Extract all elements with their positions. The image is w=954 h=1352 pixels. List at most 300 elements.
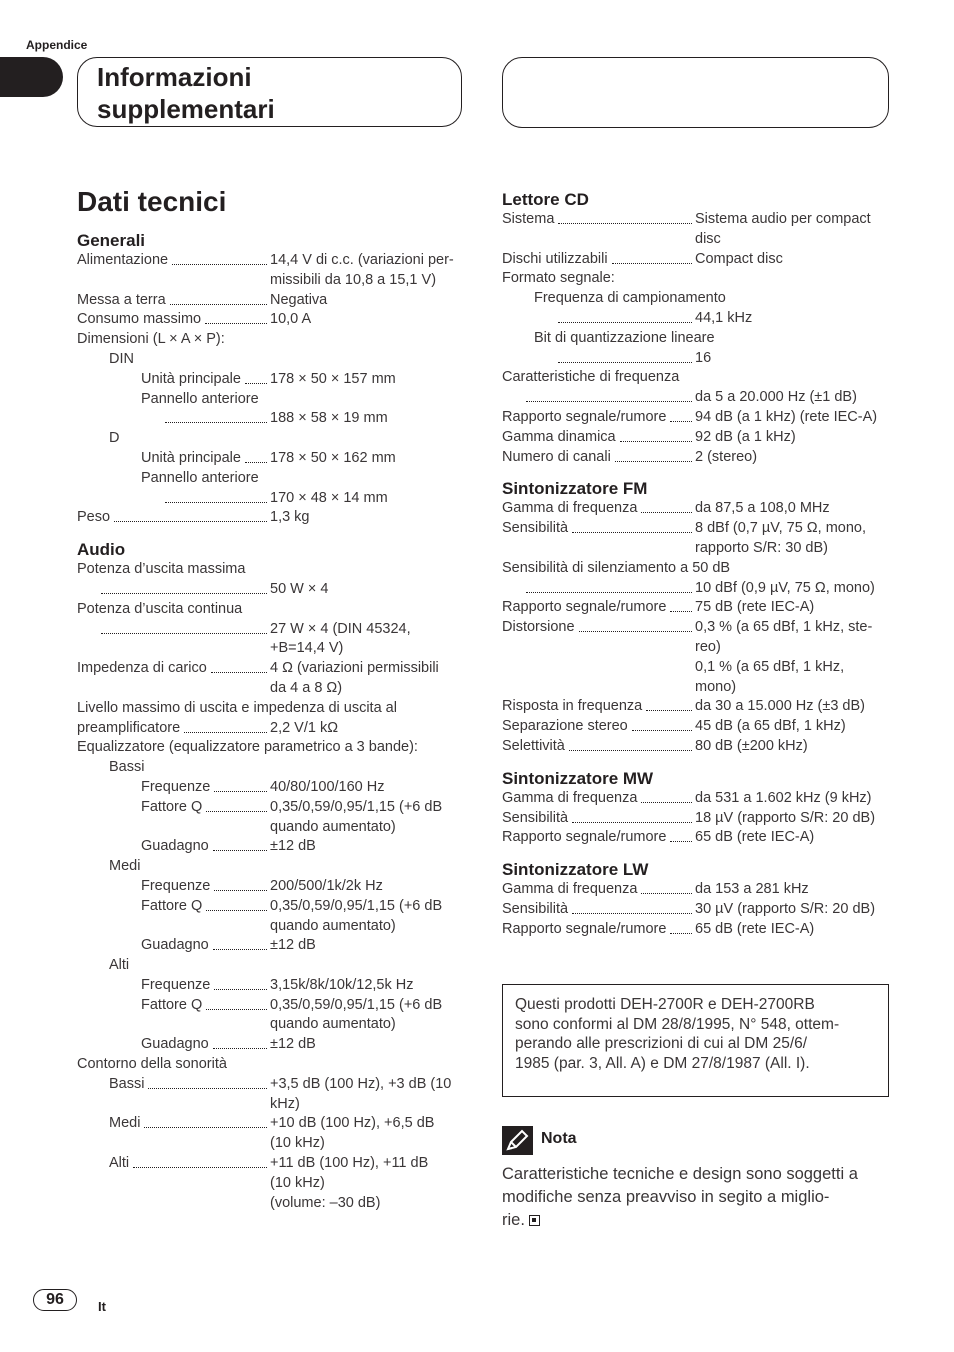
spec-label-text: Sistema: [502, 211, 555, 227]
note-text: [502, 1163, 892, 1232]
spec-label: [141, 936, 270, 956]
spec-row: [502, 697, 890, 717]
spec-value: [695, 809, 890, 829]
spec-value-line: (10 kHz): [270, 1135, 325, 1152]
compliance-notice: [502, 984, 889, 1097]
dot-leader: [558, 349, 692, 363]
spec-value-line: 0,35/0,59/0,95/1,15 (+6 dB: [270, 897, 443, 914]
spec-label: [502, 809, 695, 829]
dot-leader: [170, 291, 267, 305]
spec-value-line: 16: [695, 349, 712, 366]
dot-leader: [572, 519, 692, 533]
spec-value-line: rapporto S/R: 30 dB): [695, 539, 828, 556]
spec-value: [270, 659, 467, 699]
spec-label-text: Alimentazione: [77, 252, 169, 268]
spec-row: [77, 1075, 467, 1115]
spec-value: [695, 250, 890, 270]
page-number: 96: [33, 1289, 77, 1311]
spec-label: [522, 388, 695, 408]
spec-text: Alti: [109, 957, 130, 974]
spec-value-line: da 87,5 a 108,0 MHz: [695, 500, 830, 517]
spec-label: [554, 349, 695, 369]
spec-label: [97, 580, 270, 600]
spec-value-line: quando aumentato): [270, 917, 396, 934]
dot-leader: [214, 778, 267, 792]
spec-text: Formato segnale:: [502, 270, 615, 287]
spec-value-line: 65 dB (rete IEC-A): [695, 920, 815, 937]
spec-label: [161, 489, 270, 509]
spec-value-line: 200/500/1k/2k Hz: [270, 877, 383, 894]
spec-value: [695, 789, 890, 809]
spec-label: [502, 408, 695, 428]
spec-value: [695, 428, 890, 448]
spec-value-line: da 30 a 15.000 Hz (±3 dB): [695, 698, 865, 715]
notice-line: 1985 (par. 3, All. A) e DM 27/8/1987 (All. I).: [515, 1054, 810, 1072]
spec-row: [77, 390, 467, 410]
spec-label: [77, 291, 270, 311]
spec-value: [270, 449, 467, 469]
spec-row: [77, 699, 467, 719]
dot-leader: [569, 737, 692, 751]
dot-leader: [620, 428, 692, 442]
spec-label: [502, 428, 695, 448]
spec-label: [502, 519, 695, 559]
spec-value: [270, 1035, 467, 1055]
spec-section-title: Lettore CD: [502, 190, 589, 209]
spec-value: [695, 448, 890, 468]
spec-value-line: 75 dB (rete IEC-A): [695, 599, 815, 616]
spec-value: [695, 598, 890, 618]
spec-label: [141, 877, 270, 897]
note-line: [502, 1209, 892, 1232]
spec-value-line: 2 (stereo): [695, 448, 758, 465]
spec-value-line: 27 W × 4 (DIN 45324,: [270, 620, 411, 637]
spec-row: [502, 598, 890, 618]
spec-text: Contorno della sonorità: [77, 1056, 227, 1073]
spec-row: [502, 368, 890, 388]
spec-value: [270, 310, 467, 330]
spec-value-line: 0,35/0,59/0,95/1,15 (+6 dB: [270, 996, 443, 1013]
spec-row: [77, 897, 467, 937]
spec-value-line: 92 dB (a 1 kHz): [695, 428, 796, 445]
spec-label: [77, 508, 270, 528]
spec-row: [77, 719, 467, 739]
dot-leader: [172, 251, 267, 265]
chapter-title: [97, 61, 275, 125]
dot-leader: [572, 809, 692, 823]
dot-leader: [206, 996, 267, 1010]
spec-row: [502, 717, 890, 737]
spec-label-text: Guadagno: [141, 937, 209, 954]
dot-leader: [641, 880, 692, 894]
blank-header-box: [502, 57, 889, 128]
spec-label-text: Numero di canali: [502, 448, 611, 465]
dot-leader: [148, 1075, 267, 1089]
spec-label-text: Guadagno: [141, 1036, 209, 1053]
spec-value-line: ±12 dB: [270, 1036, 316, 1053]
dot-leader: [213, 837, 267, 851]
spec-row: [502, 880, 890, 900]
spec-row: [77, 956, 467, 976]
chapter-tab: [0, 57, 63, 97]
spec-value-line: 170 × 48 × 14 mm: [270, 489, 388, 506]
spec-text: Bit di quantizzazione lineare: [534, 329, 715, 346]
spec-label: [109, 1114, 270, 1154]
dot-leader: [632, 717, 692, 731]
spec-label-text: Frequenze: [141, 778, 211, 795]
spec-row: [77, 469, 467, 489]
spec-label: [502, 697, 695, 717]
spec-label-text: Peso: [77, 509, 111, 526]
spec-label-text: Separazione stereo: [502, 718, 628, 735]
dot-leader: [101, 620, 267, 634]
spec-value-line: 65 dB (rete IEC-A): [695, 829, 815, 846]
spec-value: [695, 388, 890, 408]
spec-value: [695, 519, 890, 559]
spec-value-line: 3,15k/8k/10k/12,5k Hz: [270, 976, 414, 993]
spec-label-text: Fattore Q: [141, 897, 203, 914]
dot-leader: [214, 976, 267, 990]
spec-label: [109, 1075, 270, 1115]
dot-leader: [213, 1035, 267, 1049]
dot-leader: [641, 789, 692, 803]
spec-row: [77, 310, 467, 330]
spec-value-line: 44,1 kHz: [695, 309, 753, 326]
spec-label: [77, 310, 270, 330]
spec-value-line: quando aumentato): [270, 818, 396, 835]
note-label: Nota: [541, 1130, 577, 1147]
spec-row: [77, 350, 467, 370]
dot-leader: [670, 408, 692, 422]
spec-row: [77, 330, 467, 350]
dot-leader: [206, 798, 267, 812]
spec-value: [270, 1075, 467, 1115]
spec-label-text: Sensibilità: [502, 520, 569, 537]
spec-section-title: Sintonizzatore LW: [502, 860, 649, 880]
spec-row: [77, 659, 467, 699]
spec-label-text: Frequenze: [141, 976, 211, 993]
spec-label-text: Gamma di frequenza: [502, 881, 638, 898]
dot-leader: [245, 449, 267, 463]
spec-label: [77, 719, 270, 739]
chapter-title-line: supplementari: [97, 94, 275, 124]
note-line-text: Caratteristiche tecniche e design sono soggetti a: [502, 1165, 858, 1183]
spec-value: [270, 778, 467, 798]
spec-text: Bassi: [109, 759, 145, 776]
spec-value: [695, 499, 890, 519]
spec-value-line: 10 dBf (0,9 µV, 75 Ω, mono): [695, 579, 875, 596]
spec-row: [502, 210, 890, 250]
dot-leader: [184, 719, 267, 733]
spec-row: [77, 291, 467, 311]
spec-label-text: Gamma dinamica: [502, 428, 616, 445]
spec-value: [270, 719, 467, 739]
dot-leader: [670, 920, 692, 934]
dot-leader: [133, 1154, 267, 1168]
spec-text: Pannello anteriore: [141, 469, 259, 486]
dot-leader: [670, 828, 692, 842]
spec-row: [502, 809, 890, 829]
dot-leader: [114, 508, 267, 522]
dot-leader: [213, 936, 267, 950]
spec-row: [77, 1035, 467, 1055]
spec-label-text: Messa a terra: [77, 291, 166, 308]
dot-leader: [206, 897, 267, 911]
spec-row: [502, 618, 890, 697]
spec-value: [695, 618, 890, 697]
spec-row: [77, 996, 467, 1036]
spec-value-line: (volume: –30 dB): [270, 1194, 381, 1211]
note-line-text: rie.: [502, 1211, 525, 1229]
note-line: [502, 1163, 892, 1186]
dot-leader: [615, 448, 692, 462]
dot-leader: [670, 598, 692, 612]
spec-label: [141, 778, 270, 798]
spec-row: [77, 837, 467, 857]
spec-value: [695, 349, 890, 369]
dot-leader: [144, 1114, 267, 1128]
spec-row: [502, 920, 890, 940]
spec-value: [270, 877, 467, 897]
spec-row: [77, 251, 467, 291]
language-code: It: [98, 1299, 106, 1314]
spec-label-text: Selettività: [502, 737, 565, 754]
spec-label-text: Sensibilità: [502, 900, 569, 917]
spec-value-line: 80 dB (±200 kHz): [695, 737, 808, 754]
spec-text: D: [109, 430, 120, 447]
dot-leader: [165, 409, 267, 423]
end-square-icon: [529, 1215, 540, 1226]
notice-line: Questi prodotti DEH-2700R e DEH-2700RB: [515, 996, 815, 1013]
spec-value-line: +10 dB (100 Hz), +6,5 dB: [270, 1115, 435, 1132]
spec-label: [502, 900, 695, 920]
dot-leader: [641, 499, 692, 513]
spec-label: [141, 1035, 270, 1055]
spec-section-title: Sintonizzatore MW: [502, 768, 654, 788]
spec-value: [270, 936, 467, 956]
spec-value: [695, 309, 890, 329]
spec-value: [695, 900, 890, 920]
spec-text: DIN: [109, 350, 134, 367]
spec-label-text: Unità principale: [141, 449, 241, 466]
spec-row: [77, 936, 467, 956]
dot-leader: [526, 388, 692, 402]
spec-row: [502, 309, 890, 329]
spec-label-text: Frequenze: [141, 877, 211, 894]
spec-value-line: 178 × 50 × 157 mm: [270, 370, 396, 387]
specs-right-column: [502, 189, 890, 940]
spec-row: [502, 289, 890, 309]
spec-label: [502, 250, 695, 270]
spec-label: [77, 251, 270, 291]
spec-value-line: da 5 a 20.000 Hz (±1 dB): [695, 389, 857, 406]
spec-text: Caratteristiche di frequenza: [502, 369, 680, 386]
spec-row: [77, 758, 467, 778]
spec-row: [77, 620, 467, 660]
spec-value-line: 18 µV (rapporto S/R: 20 dB): [695, 809, 876, 826]
spec-label-text: Risposta in frequenza: [502, 698, 643, 715]
spec-row: [77, 409, 467, 429]
spec-value-line: 0,35/0,59/0,95/1,15 (+6 dB: [270, 798, 443, 815]
spec-label: [141, 798, 270, 838]
spec-value: [270, 620, 467, 660]
spec-value: [695, 920, 890, 940]
spec-value-line: 178 × 50 × 162 mm: [270, 449, 396, 466]
spec-row: [502, 388, 890, 408]
spec-row: [77, 370, 467, 390]
spec-value: [270, 409, 467, 429]
spec-row: [77, 857, 467, 877]
spec-value-line: 94 dB (a 1 kHz) (rete IEC-A): [695, 408, 878, 425]
dot-leader: [612, 250, 692, 264]
spec-row: [502, 900, 890, 920]
spec-label-text: Gamma di frequenza: [502, 500, 638, 517]
spec-row: [77, 738, 467, 758]
spec-label-text: Unità principale: [141, 370, 241, 387]
spec-label-text: Medi: [109, 1115, 141, 1132]
spec-value-line: 45 dB (a 65 dBf, 1 kHz): [695, 718, 846, 735]
spec-text: Sensibilità di silenziamento a 50 dB: [502, 559, 731, 576]
spec-value-line: 50 W × 4: [270, 580, 329, 597]
spec-value-line: +3,5 dB (100 Hz), +3 dB (10: [270, 1075, 452, 1092]
dot-leader: [165, 489, 267, 503]
spec-value: [695, 717, 890, 737]
spec-label-text: Impedenza di carico: [77, 660, 207, 677]
spec-label: [502, 618, 695, 697]
spec-row: [77, 600, 467, 620]
spec-label: [502, 448, 695, 468]
spec-label: [502, 828, 695, 848]
spec-value-line: 14,4 V di c.c. (variazioni per-: [270, 252, 454, 268]
spec-text: Dimensioni (L × A × P):: [77, 331, 225, 348]
spec-row: [502, 408, 890, 428]
spec-row: [77, 1154, 467, 1213]
spec-text: Livello massimo di uscita e impedenza di uscita al: [77, 699, 397, 716]
spec-value-line: 0,1 % (a 65 dBf, 1 kHz,: [695, 658, 845, 675]
spec-value: [695, 210, 890, 250]
spec-label-text: Guadagno: [141, 838, 209, 855]
spec-value-line: missibili da 10,8 a 15,1 V): [270, 271, 437, 288]
spec-value: [695, 697, 890, 717]
spec-row: [77, 1055, 467, 1075]
spec-value-line: 8 dBf (0,7 µV, 75 Ω, mono,: [695, 520, 867, 537]
spec-label-text: Rapporto segnale/rumore: [502, 829, 667, 846]
spec-value-line: (10 kHz): [270, 1174, 325, 1191]
spec-text: Potenza d’uscita massima: [77, 561, 246, 578]
spec-label: [502, 737, 695, 757]
dot-leader: [101, 580, 267, 594]
spec-value: [270, 580, 467, 600]
spec-value-line: disc: [695, 230, 721, 247]
spec-label: [141, 370, 270, 390]
spec-text: Equalizzatore (equalizzatore parametrico a 3 bande):: [77, 739, 418, 756]
spec-row: [77, 778, 467, 798]
spec-label-text: Distorsione: [502, 619, 575, 636]
spec-value: [270, 489, 467, 509]
spec-value-line: 40/80/100/160 Hz: [270, 778, 385, 795]
spec-value-line: Compact disc: [695, 250, 783, 267]
spec-text: Frequenza di campionamento: [534, 290, 726, 307]
spec-row: [502, 349, 890, 369]
spec-value-line: 30 µV (rapporto S/R: 20 dB): [695, 900, 876, 917]
spec-section-title: Generali: [77, 231, 146, 250]
spec-label-text: Bassi: [109, 1075, 145, 1092]
spec-value-line: 10,0 A: [270, 311, 312, 328]
spec-label: [554, 309, 695, 329]
note-line: [502, 1186, 892, 1209]
spec-text: Medi: [109, 858, 141, 875]
spec-row: [502, 499, 890, 519]
section-label: Appendice: [26, 38, 88, 52]
spec-label: [161, 409, 270, 429]
spec-value-line: reo): [695, 638, 721, 655]
spec-value-line: 0,3 % (a 65 dBf, 1 kHz, ste-: [695, 619, 873, 636]
spec-label-text: Rapporto segnale/rumore: [502, 599, 667, 616]
spec-row: [502, 329, 890, 349]
spec-value: [270, 251, 467, 291]
spec-row: [77, 508, 467, 528]
spec-label: [522, 579, 695, 599]
dot-leader: [646, 697, 692, 711]
spec-value-line: mono): [695, 678, 737, 695]
dot-leader: [214, 877, 267, 891]
spec-label-text: Dischi utilizzabili: [502, 250, 608, 267]
spec-value-line: ±12 dB: [270, 937, 316, 954]
spec-value: [270, 291, 467, 311]
spec-value-line: quando aumentato): [270, 1016, 396, 1033]
spec-label-text: Consumo massimo: [77, 311, 202, 328]
note-line-text: modifiche senza preavviso in segito a miglio-: [502, 1188, 830, 1206]
notice-line: perando alle prescrizioni di cui al DM 25/6/: [515, 1035, 808, 1052]
spec-label-text: Sensibilità: [502, 809, 569, 826]
spec-value: [270, 1114, 467, 1154]
spec-value-line: Sistema audio per compact: [695, 211, 871, 227]
spec-label: [502, 499, 695, 519]
spec-value: [695, 737, 890, 757]
spec-row: [502, 789, 890, 809]
spec-value-line: 2,2 V/1 kΩ: [270, 719, 339, 736]
spec-row: [77, 1114, 467, 1154]
dot-leader: [579, 618, 692, 632]
specs-left-column: [77, 230, 467, 1213]
spec-label: [141, 897, 270, 937]
spec-value: [270, 996, 467, 1036]
dot-leader: [526, 579, 692, 593]
spec-value-line: 4 Ω (variazioni permissibili: [270, 660, 439, 677]
spec-value: [270, 1154, 467, 1213]
spec-label: [502, 598, 695, 618]
spec-label: [141, 996, 270, 1036]
spec-value: [270, 837, 467, 857]
spec-value: [270, 976, 467, 996]
spec-value: [695, 828, 890, 848]
spec-label-text: Rapporto segnale/rumore: [502, 408, 667, 425]
spec-label: [77, 659, 270, 699]
spec-label-text: Gamma di frequenza: [502, 789, 638, 806]
spec-label: [141, 976, 270, 996]
spec-text: Potenza d’uscita continua: [77, 600, 243, 617]
spec-row: [77, 429, 467, 449]
spec-label-text: Alti: [109, 1155, 130, 1172]
spec-row: [502, 519, 890, 559]
spec-value-line: da 153 a 281 kHz: [695, 881, 809, 898]
notice-line: sono conformi al DM 28/8/1995, N° 548, ottem-: [515, 1015, 840, 1033]
spec-value-line: 188 × 58 × 19 mm: [270, 410, 388, 427]
spec-value-line: da 4 a 8 Ω): [270, 679, 343, 696]
spec-row: [77, 877, 467, 897]
spec-section-title: Audio: [77, 540, 126, 560]
spec-label: [502, 789, 695, 809]
